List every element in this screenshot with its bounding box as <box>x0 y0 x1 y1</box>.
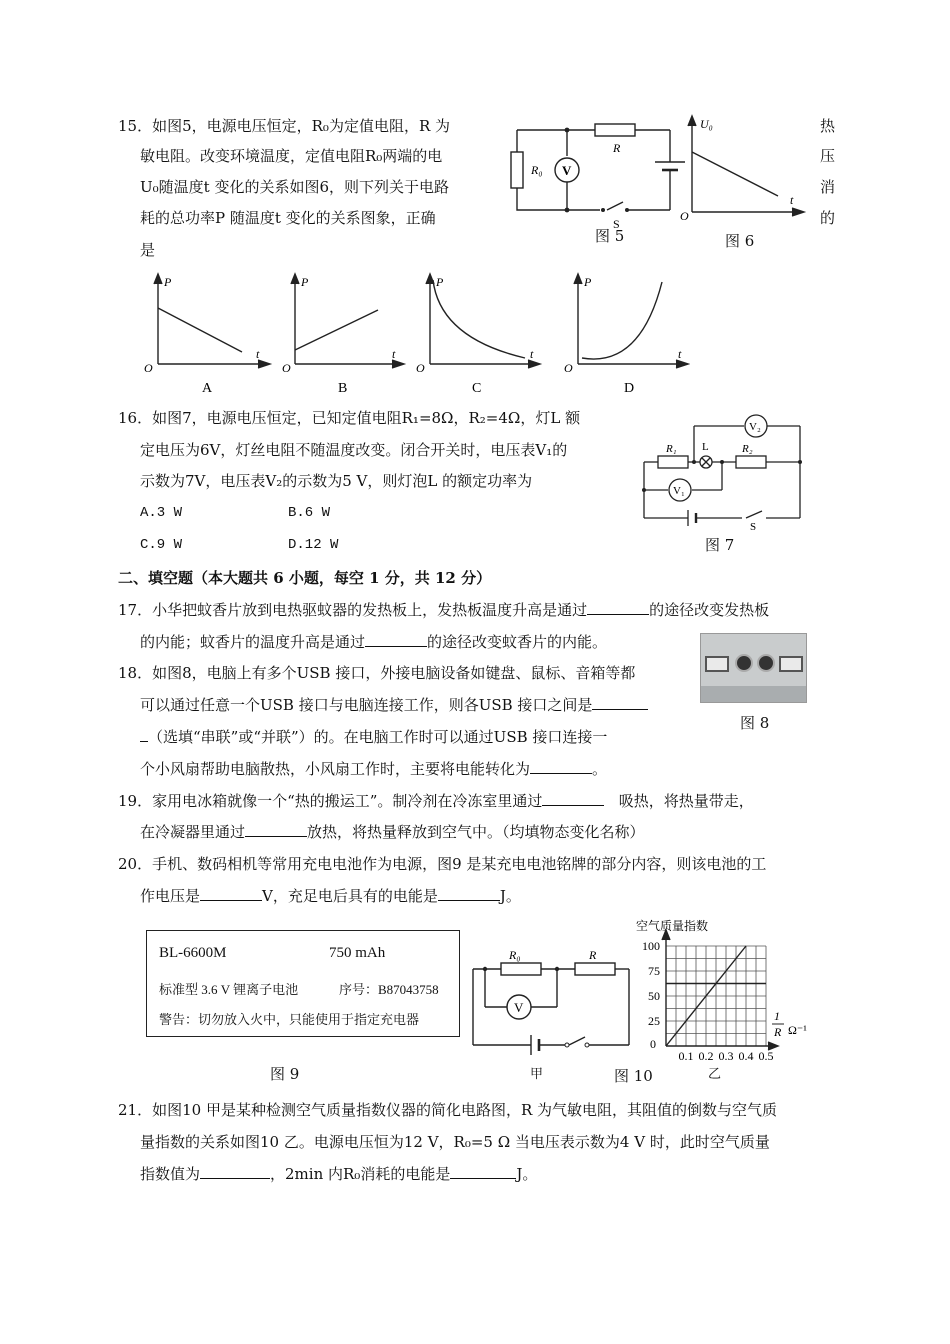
fig5-voltmeter-label: V <box>562 163 572 178</box>
aqi-y-tick-label: 25 <box>648 1014 660 1028</box>
option-a-curve <box>158 308 242 352</box>
fig6-y-label: U₀ <box>700 117 713 131</box>
q21-blank-1[interactable] <box>200 1164 270 1179</box>
q15-line-5: 是 <box>140 241 156 259</box>
fig5-r0-label: R₀ <box>531 163 543 177</box>
q19-blank-2[interactable] <box>245 822 307 837</box>
q21-blank-2[interactable] <box>450 1164 516 1179</box>
aqi-chart <box>632 912 822 1082</box>
aqi-chart-title: 空气质量指数 <box>636 919 709 933</box>
q20-line-2: 作电压是 V，充足电后具有的电能是 J。 <box>140 887 521 905</box>
fig9-caption: 图 9 <box>270 1065 300 1083</box>
fig6-x-label: t <box>790 193 794 207</box>
aqi-x-label-num: 1 <box>774 1009 780 1023</box>
q15-right-char-2: 压 <box>820 147 836 165</box>
q20-line-1: 20．手机、数码相机等常用充电电池作为电源，图9 是某充电电池铭牌的部分内容，则该电池的工 <box>118 855 767 873</box>
fig10-circuit <box>465 945 635 1057</box>
fig10-jia-label: 甲 <box>530 1067 544 1082</box>
aqi-x-tick-label: 0.1 <box>678 1049 694 1063</box>
fig8-panel-edge <box>701 686 806 702</box>
fig7-switch-label: S <box>750 521 757 530</box>
fig5-r-label: R <box>613 141 621 155</box>
option-b-y-label: P <box>301 275 309 289</box>
aqi-origin: 0 <box>650 1037 656 1051</box>
q15-line-1: 15．如图5，电源电压恒定，R₀为定值电阻，R 为 <box>118 117 451 135</box>
option-a-y-label: P <box>164 275 172 289</box>
aqi-grid <box>666 946 766 1046</box>
q16-choice-c: C.9 W <box>140 537 183 553</box>
fig6-origin-label: O <box>680 209 689 222</box>
audio-jack-icon <box>757 654 775 672</box>
aqi-x-tick-label: 0.5 <box>758 1049 774 1063</box>
q16-line-1: 16．如图7，电源电压恒定，已知定值电阻R₁=8Ω，R₂=4Ω，灯L 额 <box>118 409 581 427</box>
fig6-graph <box>680 112 810 222</box>
q15-line-2: 敏电阻。改变环境温度，定值电阻R₀两端的电 <box>140 147 443 165</box>
option-c-origin: O <box>416 361 425 375</box>
q19-line-1: 19．家用电冰箱就像一个“热的搬运工”。制冷剂在冷冻室里通过 吸热，将热量带走， <box>118 792 754 810</box>
q21-line-1: 21．如图10 甲是某种检测空气质量指数仪器的简化电路图，R 为气敏电阻，其阻值的倒数与空气质 <box>118 1101 778 1119</box>
nameplate-serial: 序号：B87043758 <box>339 982 439 997</box>
option-b-origin: O <box>282 361 291 375</box>
fig8-caption: 图 8 <box>740 714 770 732</box>
option-d-x-label: t <box>678 347 682 361</box>
q19-blank-1[interactable] <box>542 791 604 806</box>
option-d-y-label: P <box>584 275 592 289</box>
aqi-x-unit: Ω⁻¹ <box>788 1023 807 1037</box>
option-b-letter: B <box>338 381 348 396</box>
option-c-curve <box>433 280 525 358</box>
aqi-x-tick-label: 0.2 <box>698 1049 714 1063</box>
option-b-curve <box>295 310 378 350</box>
aqi-x-label-den: R <box>774 1025 782 1039</box>
audio-jack-icon <box>735 654 753 672</box>
q18-blank-1b[interactable] <box>140 727 148 742</box>
q16-choice-a: A.3 W <box>140 505 183 521</box>
q19-line-2: 在冷凝器里通过 放热，将热量释放到空气中。（均填物态变化名称） <box>140 823 645 841</box>
fig7-circuit <box>636 412 806 530</box>
q18-line-3: （选填“串联”或“并联”）的。在电脑工作时可以通过USB 接口连接一 <box>140 727 607 747</box>
option-a-x-label: t <box>256 347 260 361</box>
q15-right-char-3: 消 <box>820 178 836 196</box>
option-c-y-label: P <box>436 275 444 289</box>
q15-line-4: 耗的总功率P 随温度t 变化的关系图象，正确 <box>140 209 436 227</box>
fig7-lamp-label: L <box>702 441 709 453</box>
fig7-caption: 图 7 <box>705 536 735 554</box>
q18-blank-2[interactable] <box>530 759 592 774</box>
option-c-x-label: t <box>530 347 534 361</box>
fig8-usb-photo <box>700 633 807 703</box>
option-a-letter: A <box>202 381 213 396</box>
q18-line-1: 18．如图8，电脑上有多个USB 接口，外接电脑设备如键盘、鼠标、音箱等都 <box>118 664 636 682</box>
q17-blank-1[interactable] <box>587 600 649 615</box>
q17-line-1: 17．小华把蚊香片放到电热驱蚊器的发热板上，发热板温度升高是通过 的途径改变发热板 <box>118 601 770 619</box>
q21-line-3: 指数值为 ，2min 内R₀消耗的电能是 J。 <box>140 1165 538 1183</box>
q16-line-2: 定电压为6V，灯丝电阻不随温度改变。闭合开关时，电压表V₁的 <box>140 441 568 459</box>
fig5-caption: 图 5 <box>595 227 625 245</box>
option-d-letter: D <box>624 381 635 396</box>
fig10-caption: 图 10 <box>614 1067 653 1085</box>
nameplate-capacity: 750 mAh <box>329 945 386 961</box>
q18-line-4: 个小风扇帮助电脑散热，小风扇工作时，主要将电能转化为 。 <box>140 760 608 778</box>
q16-choice-b: B.6 W <box>288 505 331 521</box>
q21-line-2: 量指数的关系如图10 乙。电源电压恒为12 V，R₀=5 Ω 当电压表示数为4 V 时，此时空气质量 <box>140 1133 770 1151</box>
q15-line-3: U₀随温度t 变化的关系如图6，则下列关于电路 <box>140 178 449 196</box>
q15-right-char-4: 的 <box>820 209 836 227</box>
fig7-r1-label: R₁ <box>666 443 677 455</box>
q17-line-2: 的内能；蚊香片的温度升高是通过 的途径改变蚊香片的内能。 <box>140 633 608 651</box>
option-a-origin: O <box>144 361 153 375</box>
fig10-r0-label: R₀ <box>509 948 521 962</box>
option-b-x-label: t <box>392 347 396 361</box>
fig6-caption: 图 6 <box>725 232 755 250</box>
battery-nameplate <box>146 930 460 1037</box>
q17-blank-2[interactable] <box>365 632 427 647</box>
fig10-r-label: R <box>589 948 597 962</box>
nameplate-warning: 警告：切勿放入火中，只能使用于指定充电器 <box>159 1012 420 1027</box>
q16-choice-d: D.12 W <box>288 537 339 553</box>
fig7-v2-label: V₂ <box>749 421 761 433</box>
q20-blank-2[interactable] <box>438 886 500 901</box>
usb-port-icon <box>779 656 803 672</box>
option-d-curve <box>582 282 662 359</box>
fig7-r2-label: R₂ <box>742 443 753 455</box>
aqi-x-tick-label: 0.3 <box>718 1049 734 1063</box>
aqi-y-tick-label: 50 <box>648 989 660 1003</box>
fig5-switch-label: S <box>613 217 620 231</box>
option-c-letter: C <box>472 381 482 396</box>
q20-blank-1[interactable] <box>200 886 262 901</box>
aqi-y-tick-label: 75 <box>648 964 660 978</box>
fig10-voltmeter-label: V <box>514 1000 524 1015</box>
q16-line-3: 示数为7V，电压表V₂的示数为5 V，则灯泡L 的额定功率为 <box>140 472 533 490</box>
fig7-v1-label: V₁ <box>673 485 685 497</box>
usb-port-icon <box>705 656 729 672</box>
fig10-yi-label: 乙 <box>708 1067 722 1082</box>
aqi-x-tick-label: 0.4 <box>738 1049 754 1063</box>
option-d-origin: O <box>564 361 573 375</box>
section2-title: 二、填空题（本大题共 6 小题，每空 1 分，共 12 分） <box>118 569 492 587</box>
nameplate-model: BL-6600M <box>159 945 227 961</box>
q18-line-2: 可以通过任意一个USB 接口与电脑连接工作，则各USB 接口之间是 <box>140 695 648 715</box>
q18-blank-1a[interactable] <box>592 695 648 710</box>
nameplate-type: 标准型 3.6 V 锂离子电池 <box>159 982 299 997</box>
q15-options-graphs <box>140 268 690 398</box>
aqi-y-tick-label: 100 <box>642 939 660 953</box>
q15-right-char-1: 热 <box>820 117 836 135</box>
